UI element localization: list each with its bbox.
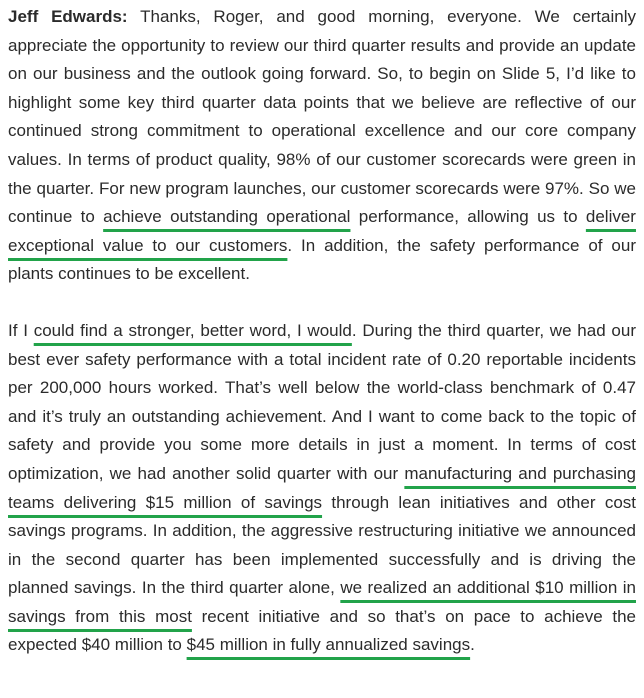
paragraph-2 [8, 317, 636, 660]
text-segment: performance, allowing us to [350, 207, 586, 227]
text-segment: . [470, 635, 475, 655]
text-segment: through lean initiatives and other cost savings programs. In addition, the aggressive restructuring initiative we announced in the second quarter has been implemented successfully and is driving the planned savings. In the third quarter alone, [8, 492, 636, 598]
highlighted-phrase: could find a stronger, better word, I would [33, 320, 352, 340]
text-segment: recent initiative and so that’s on pace to achieve the expected $40 million to [8, 606, 637, 655]
highlighted-phrase: deliver exceptional value to our customers [8, 207, 636, 255]
text-segment: Thanks, Roger, and good morning, everyone. We certainly appreciate the opportunity to review our third quarter results and provide an update on our business and the outlook going forward. So, to begin on Slide 5, I’d like to highlight some key third quarter data points that we believe are reflective of our continued strong commitment to operational excellence and our core company values. In terms of product quality, 98% of our customer scorecards were green in the quarter. For new program launches, our customer scorecards were 97%. So we continue to [8, 7, 636, 227]
highlighted-phrase: $45 million in fully annualized savings [186, 635, 471, 655]
highlighted-phrase: manufacturing and purchasing teams delivering $15 million of savings [8, 463, 636, 512]
text-segment: . During the third quarter, we had our best ever safety performance with a total incident rate of 0.20 reportable incidents per 200,000 hours worked. That’s well below the world-class benchmark of 0.47 and it’s truly an outstanding achievement. And I want to come back to the topic of safety and provide you some more details in just a moment. In terms of cost optimization, we had another solid quarter with our [8, 320, 636, 483]
highlighted-phrase: achieve outstanding operational [103, 207, 351, 227]
text-segment: If I [8, 320, 34, 340]
speaker-name: Jeff Edwards: [8, 7, 128, 26]
highlighted-phrase: we realized an additional $10 million in savings from this most [8, 578, 636, 626]
text-segment: . In addition, the safety performance of our plants continues to be excellent. [8, 235, 636, 284]
transcript-excerpt [8, 3, 636, 660]
paragraph-1 [8, 3, 636, 289]
